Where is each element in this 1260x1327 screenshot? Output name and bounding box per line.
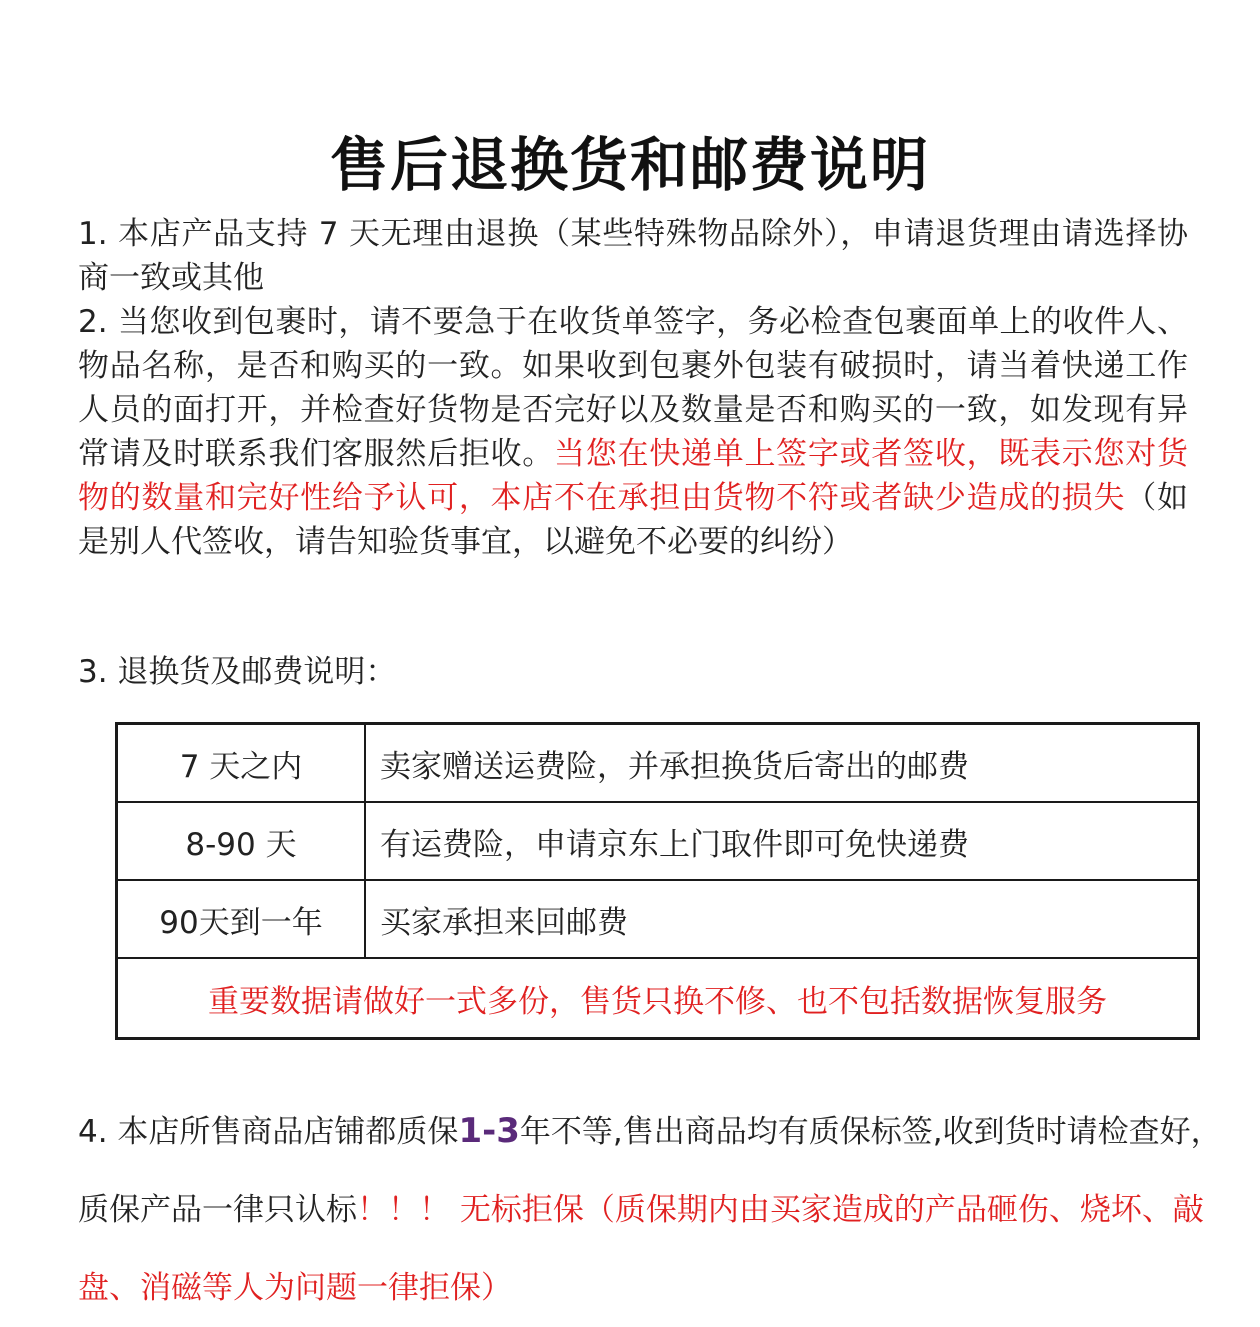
table-row [117,724,1199,803]
period-cell: 8-90 天 [117,802,366,880]
item-4-warning: ！！！ 无标拒保（质保期内由买家造成的产品砸伤、烧坏、敲盘、消磁等人为问题一律拒保） [78,1192,1204,1306]
table-row [117,802,1199,880]
item-2-text [78,300,1188,564]
page-title: 售后退换货和邮费说明 [329,131,930,199]
period-cell: 7 天之内 [117,724,366,803]
item-2-normal-a: 2. 当您收到包裹时，请不要急于在收货单签字，务必检查包裹面单上的收件人、物品名称，是否和购买的一致。如果收到包裹外包装有破损时，请当着快递工作人员的面打开，并检查好货物是否完好以及数量是否和购买的一致，如发现有异常请及时联系我们客服然后拒收。 [78,304,1188,472]
item-4-part-b: 年不等,售出商品均有质保标签,收到货时请检查好，质保产品一律只认标 [78,1114,1222,1228]
fee-table [115,722,1200,1040]
policy-cell: 卖家赠送运费险，并承担换货后寄出的邮费 [365,724,1199,803]
item-2-warning: 当您在快递单上签字或者签收，既表示您对货物的数量和完好性给予认可，本店不在承担由货物不符或者缺少造成的损失 [78,436,1188,516]
item-4-part-a: 4. 本店所售商品店铺都质保 [78,1114,459,1150]
table-row [117,880,1199,958]
item-2-normal-b: （如是别人代签收，请告知验货事宜，以避免不必要的纠纷） [78,480,1189,560]
period-cell: 90天到一年 [117,880,366,958]
table-note: 重要数据请做好一式多份，售货只换不修、也不包括数据恢复服务 [117,958,1199,1039]
item-3-heading: 3. 退换货及邮费说明： [78,654,397,690]
item-1-text: 1. 本店产品支持 7 天无理由退换（某些特殊物品除外），申请退货理由请选择协商一致或其他 [78,216,1188,296]
table-row [117,958,1199,1039]
policy-cell: 买家承担来回邮费 [365,880,1199,958]
warranty-years: 1-3 [458,1111,520,1151]
policy-cell: 有运费险，申请京东上门取件即可免快递费 [365,802,1199,880]
item-4-text [78,1092,1238,1327]
